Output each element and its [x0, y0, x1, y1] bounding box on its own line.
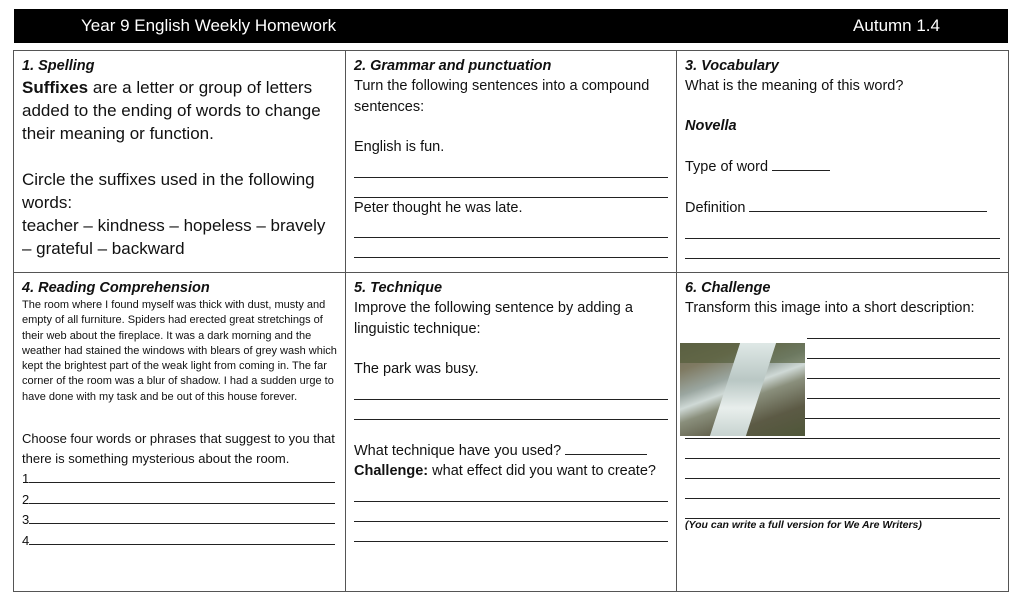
answer-row-2: 2 [22, 489, 337, 510]
answer-line[interactable] [354, 522, 668, 542]
answer-blank[interactable] [29, 530, 335, 545]
vocabulary-section [676, 50, 1009, 273]
technique-challenge [354, 461, 668, 482]
answer-line[interactable] [685, 439, 1000, 459]
answer-row-4: 4 [22, 530, 337, 551]
answer-line[interactable] [807, 359, 1000, 379]
technique-question: What technique have you used? [354, 442, 562, 459]
vocabulary-heading: 3. Vocabulary [685, 58, 779, 74]
word-type-blank[interactable] [772, 156, 830, 171]
homework-grid [13, 50, 1009, 590]
word-type-label: Type of word [685, 158, 769, 175]
answer-line[interactable] [354, 178, 668, 198]
grammar-heading: 2. Grammar and punctuation [354, 58, 552, 74]
reading-question: Choose four words or phrases that suggest to you that there is something mysterious about the room. [22, 431, 335, 466]
challenge-heading: 6. Challenge [685, 280, 771, 296]
reading-section [13, 272, 346, 592]
grammar-section [345, 50, 677, 273]
vocabulary-word: Novella [685, 117, 737, 134]
answer-line[interactable] [685, 459, 1000, 479]
answer-line[interactable] [354, 482, 668, 502]
definition-blank[interactable] [749, 197, 987, 212]
answer-line[interactable] [685, 499, 1000, 519]
technique-question-row [354, 440, 668, 462]
technique-section [345, 272, 677, 592]
river-gorge-photo [680, 343, 805, 436]
answer-line[interactable] [354, 380, 668, 400]
answer-blank[interactable] [29, 468, 335, 483]
spelling-words: teacher – kindness – hopeless – bravely – grateful – backward [22, 216, 326, 258]
suffix-definition-text: are a letter or group of letters added to the ending of words to change their meaning or function. [22, 78, 321, 143]
page-title: Year 9 English Weekly Homework [81, 16, 337, 35]
suffix-definition [22, 76, 337, 145]
answer-line[interactable] [685, 239, 1000, 259]
suffix-term: Suffixes [22, 78, 89, 97]
spelling-section [13, 50, 346, 273]
answer-line[interactable] [354, 502, 668, 522]
technique-blank[interactable] [565, 440, 647, 455]
grammar-sentence-1: English is fun. [354, 139, 445, 155]
reading-passage: The room where I found myself was thick with dust, musty and empty of all furniture. Spiders had erected great stretchings of their web about the fireplace. It was a dark morning and the weather had stained the windows with blears of grey wash which kept the brightest part of the weak light from coming in. The far corner of the room was a blur of shadow. I had a sudden urge to have done with my task and be out of this house forever. [22, 299, 337, 403]
challenge-instruction: Transform this image into a short description: [685, 300, 975, 316]
term-label: Autumn 1.4 [853, 16, 940, 35]
answer-line[interactable] [807, 379, 1000, 399]
grammar-instruction: Turn the following sentences into a compound sentences: [354, 78, 650, 115]
challenge-text: what effect did you want to create? [428, 463, 656, 479]
word-type-row [685, 156, 1000, 178]
challenge-label: Challenge: [354, 463, 429, 479]
answer-line[interactable] [685, 479, 1000, 499]
answer-line[interactable] [354, 400, 668, 420]
answer-blank[interactable] [29, 509, 335, 524]
answer-line[interactable] [807, 339, 1000, 359]
reading-heading: 4. Reading Comprehension [22, 280, 210, 296]
spelling-heading: 1. Spelling [22, 58, 95, 74]
vocabulary-question: What is the meaning of this word? [685, 78, 904, 94]
spelling-instruction: Circle the suffixes used in the following words: [22, 170, 315, 212]
grammar-sentence-2: Peter thought he was late. [354, 199, 523, 216]
answer-line[interactable] [807, 319, 1000, 339]
technique-instruction: Improve the following sentence by adding a linguistic technique: [354, 300, 633, 337]
page-header [14, 9, 1008, 43]
technique-sentence: The park was busy. [354, 361, 479, 377]
challenge-footnote: (You can write a full version for We Are Writers) [685, 518, 922, 531]
answer-line[interactable] [354, 218, 668, 238]
definition-label: Definition [685, 200, 746, 216]
answer-row-3: 3 [22, 509, 337, 530]
answer-blank[interactable] [29, 489, 335, 504]
technique-heading: 5. Technique [354, 280, 443, 296]
answer-line[interactable] [354, 158, 668, 178]
answer-row-1: 1 [22, 468, 337, 489]
definition-row [685, 197, 1000, 219]
answer-line[interactable] [685, 219, 1000, 239]
answer-line[interactable] [354, 238, 668, 258]
